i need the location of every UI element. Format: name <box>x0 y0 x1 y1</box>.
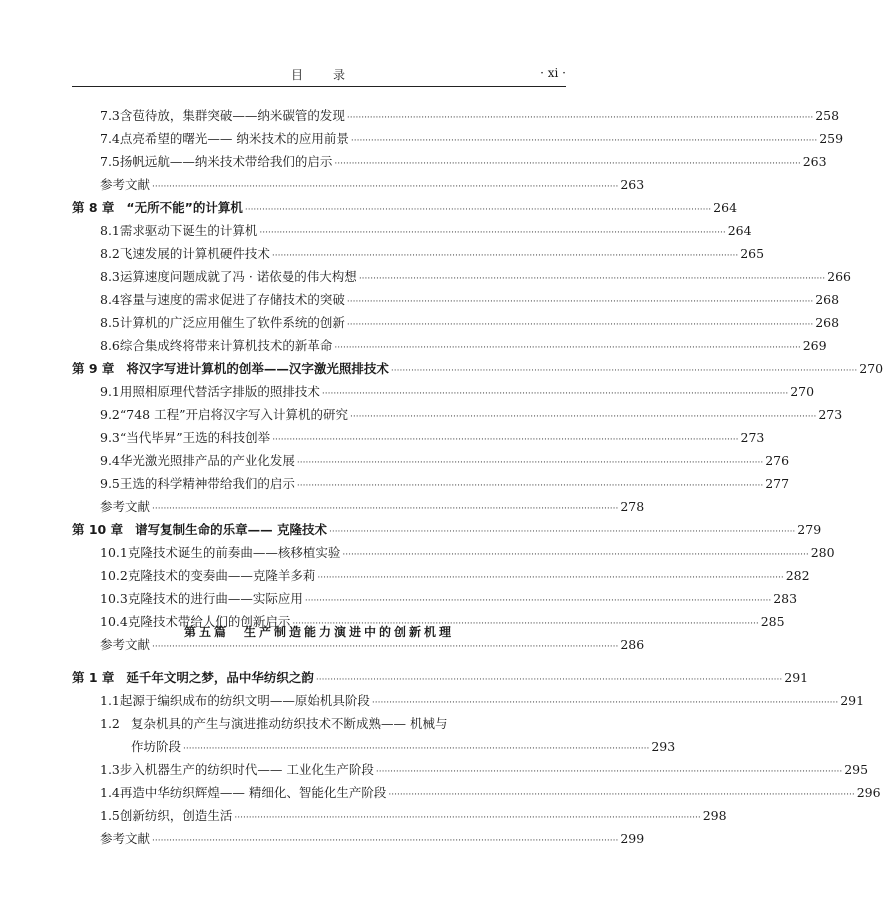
dot-leader <box>245 199 711 222</box>
toc-entry-title: 谱写复制生命的乐章—— 克隆技术 <box>135 522 327 537</box>
toc-section-entry[interactable] <box>72 712 566 735</box>
toc-entry-page: 268 <box>815 292 840 307</box>
header-rule <box>72 86 566 87</box>
toc-entry-number: 9.4 <box>100 453 120 468</box>
toc-entry-number: 8.4 <box>100 292 120 307</box>
toc-section-entry[interactable] <box>72 735 676 758</box>
toc-entry-page: 276 <box>765 453 790 468</box>
dot-leader <box>272 429 738 452</box>
toc-entry-title: “748 工程”开启将汉字写入计算机的研究 <box>119 407 349 422</box>
dot-leader <box>347 314 813 337</box>
toc-entry-number: 8.1 <box>100 223 120 238</box>
toc-entry-title: 运算速度问题成就了冯 · 诺依曼的伟大构想 <box>119 269 357 284</box>
toc-entry-title: 参考文献 <box>100 177 151 192</box>
toc-entry-title: 克隆技术的变奏曲——克隆羊多莉 <box>127 568 316 583</box>
toc-entry-number: 8.6 <box>100 338 120 353</box>
toc-section-entry[interactable] <box>72 449 790 472</box>
toc-section-entry[interactable] <box>72 587 798 610</box>
toc-section-entry[interactable] <box>72 781 881 804</box>
toc-entry-number: 8.2 <box>100 246 120 261</box>
toc-entry-number: 9.3 <box>100 430 120 445</box>
toc-entry-page: 263 <box>620 177 645 192</box>
dot-leader <box>316 669 782 692</box>
toc-entry-number: 1.5 <box>100 808 120 823</box>
toc-entry-title: 作坊阶段 <box>131 739 182 754</box>
toc-entry-title: 将汉字写进计算机的创举——汉字激光照排技术 <box>126 361 389 376</box>
toc-entry-page: 259 <box>819 131 844 146</box>
toc-section-entry[interactable] <box>72 219 752 242</box>
toc-entry-page: 263 <box>802 154 827 169</box>
toc-section-entry[interactable] <box>72 472 790 495</box>
toc-entry-title: 克隆技术诞生的前奏曲——核移植实验 <box>127 545 341 560</box>
toc-entry-page: 269 <box>802 338 827 353</box>
toc-entry-number: 第 1 章 <box>72 670 115 685</box>
toc-entry-title: 起源于编织成布的纺织文明——原始机具阶段 <box>119 693 370 708</box>
toc-entry-number: 8.3 <box>100 269 120 284</box>
page-number: · xi · <box>540 66 566 80</box>
dot-leader <box>351 130 817 153</box>
toc-entry-page: 298 <box>702 808 727 823</box>
dot-leader <box>329 521 795 544</box>
toc-section-entry[interactable] <box>72 150 827 173</box>
toc-entry-page: 273 <box>818 407 843 422</box>
dot-leader <box>347 291 813 314</box>
toc-entry-number: 1.2 <box>100 716 120 731</box>
toc-entry-title: 步入机器生产的纺织时代—— 工业化生产阶段 <box>119 762 374 777</box>
toc-entry-title: 计算机的广泛应用催生了软件系统的创新 <box>119 315 345 330</box>
toc-section-entry[interactable] <box>72 334 827 357</box>
toc-entry-title: 克隆技术的进行曲——实际应用 <box>127 591 303 606</box>
toc-entry-number: 7.4 <box>100 131 120 146</box>
toc-entry-title: 王选的科学精神带给我们的启示 <box>119 476 295 491</box>
toc-entry-page: 295 <box>844 762 869 777</box>
toc-list-part-five <box>72 666 881 850</box>
toc-entry-number: 10.4 <box>100 614 128 629</box>
toc-entry-title: 用照相原理代替活字排版的照排技术 <box>119 384 320 399</box>
toc-section-entry[interactable] <box>72 804 727 827</box>
toc-entry-title: 创新纺织，创造生活 <box>119 808 233 823</box>
toc-section-entry[interactable] <box>72 380 815 403</box>
toc-entry-page: 280 <box>810 545 835 560</box>
toc-entry-title: 参考文献 <box>100 637 151 652</box>
toc-section-entry[interactable] <box>72 689 865 712</box>
toc-section-entry[interactable] <box>72 564 810 587</box>
toc-entry-title: 参考文献 <box>100 499 151 514</box>
toc-entry-title: 复杂机具的产生与演进推动纺织技术不断成熟—— 机械与 <box>131 716 448 731</box>
toc-section-entry[interactable] <box>72 758 869 781</box>
toc-entry-title: 含苞待放，集群突破——纳米碳管的发现 <box>119 108 345 123</box>
toc-entry-page: 270 <box>859 361 883 376</box>
toc-entry-page: 286 <box>620 637 645 652</box>
toc-entry-title: 飞速发展的计算机硬件技术 <box>119 246 270 261</box>
dot-leader <box>388 784 854 807</box>
toc-section-entry[interactable] <box>72 426 765 449</box>
toc-entry-title: 需求驱动下诞生的计算机 <box>119 223 258 238</box>
toc-entry-number: 第 8 章 <box>72 200 115 215</box>
toc-entry-title: 延千年文明之梦，品中华纺织之韵 <box>126 670 314 685</box>
toc-entry-page: 265 <box>740 246 765 261</box>
toc-section-entry[interactable] <box>72 127 844 150</box>
toc-entry-number: 9.1 <box>100 384 120 399</box>
toc-section-entry[interactable] <box>72 265 851 288</box>
toc-list-part-four <box>72 104 883 656</box>
toc-entry-page: 282 <box>785 568 810 583</box>
toc-entry-page: 268 <box>815 315 840 330</box>
toc-section-entry[interactable] <box>72 242 765 265</box>
dot-leader <box>297 452 763 475</box>
dot-leader <box>152 830 618 853</box>
dot-leader <box>347 107 813 130</box>
toc-entry-title: 容量与速度的需求促进了存储技术的突破 <box>119 292 345 307</box>
toc-entry-number: 7.3 <box>100 108 120 123</box>
dot-leader <box>376 761 842 784</box>
dot-leader <box>359 268 825 291</box>
toc-section-entry[interactable] <box>72 288 840 311</box>
toc-entry-number: 第 9 章 <box>72 361 115 376</box>
toc-entry-page: 277 <box>765 476 790 491</box>
running-header-title: 目 录 <box>290 68 347 82</box>
toc-chapter-entry[interactable] <box>72 518 822 541</box>
toc-entry-number: 1.3 <box>100 762 120 777</box>
toc-entry-title: 综合集成终将带来计算机技术的新革命 <box>119 338 333 353</box>
dot-leader <box>334 153 800 176</box>
toc-entry-page: 299 <box>620 831 645 846</box>
toc-entry-number: 10.2 <box>100 568 128 583</box>
toc-entry-page: 296 <box>856 785 881 800</box>
toc-entry-number: 第 10 章 <box>72 522 124 537</box>
toc-section-entry[interactable] <box>72 311 840 334</box>
toc-entry-page: 273 <box>740 430 765 445</box>
toc-chapter-entry[interactable] <box>72 196 738 219</box>
toc-references-entry[interactable] <box>72 827 645 850</box>
toc-chapter-entry[interactable] <box>72 357 883 380</box>
toc-entry-page: 279 <box>797 522 822 537</box>
toc-entry-page: 293 <box>651 739 676 754</box>
toc-entry-number: 1.4 <box>100 785 120 800</box>
toc-entry-number: 1.1 <box>100 693 120 708</box>
toc-entry-number: 8.5 <box>100 315 120 330</box>
toc-entry-page: 291 <box>784 670 809 685</box>
dot-leader <box>342 544 808 567</box>
toc-references-entry[interactable] <box>72 495 645 518</box>
toc-entry-number: 10.1 <box>100 545 128 560</box>
toc-entry-page: 258 <box>815 108 840 123</box>
toc-entry-number: 9.2 <box>100 407 120 422</box>
toc-entry-page: 291 <box>840 693 865 708</box>
toc-entry-number: 9.5 <box>100 476 120 491</box>
toc-entry-title: 再造中华纺织辉煌—— 精细化、智能化生产阶段 <box>119 785 387 800</box>
toc-entry-page: 278 <box>620 499 645 514</box>
toc-entry-page: 285 <box>760 614 785 629</box>
toc-references-entry[interactable] <box>72 173 645 196</box>
toc-entry-page: 270 <box>790 384 815 399</box>
toc-entry-title: 点亮希望的曙光—— 纳米技术的应用前景 <box>119 131 349 146</box>
toc-entry-page: 264 <box>713 200 738 215</box>
toc-entry-title: “当代毕昇”王选的科技创举 <box>119 430 271 445</box>
dot-leader <box>322 383 788 406</box>
toc-section-entry[interactable] <box>72 104 840 127</box>
toc-entry-number: 10.3 <box>100 591 128 606</box>
toc-entry-page: 283 <box>773 591 798 606</box>
toc-entry-title: 克隆技术带给人们的创新启示 <box>127 614 291 629</box>
dot-leader <box>334 337 800 360</box>
toc-entry-title: 华光激光照排产品的产业化发展 <box>119 453 295 468</box>
dot-leader <box>259 222 725 245</box>
toc-entry-title: 扬帆远航——纳米技术带给我们的启示 <box>119 154 333 169</box>
toc-entry-title: 参考文献 <box>100 831 151 846</box>
dot-leader <box>297 475 763 498</box>
dot-leader <box>317 567 783 590</box>
toc-section-entry[interactable] <box>72 541 835 564</box>
toc-chapter-entry[interactable] <box>72 666 809 689</box>
part-heading: 第五篇 生产制造能力演进中的创新机理 <box>183 625 454 639</box>
toc-entry-title: “无所不能”的计算机 <box>126 200 243 215</box>
toc-entry-page: 266 <box>827 269 851 284</box>
toc-entry-number: 7.5 <box>100 154 120 169</box>
dot-leader <box>391 360 857 383</box>
dot-leader <box>305 590 771 613</box>
toc-section-entry[interactable] <box>72 403 843 426</box>
toc-entry-page: 264 <box>727 223 752 238</box>
